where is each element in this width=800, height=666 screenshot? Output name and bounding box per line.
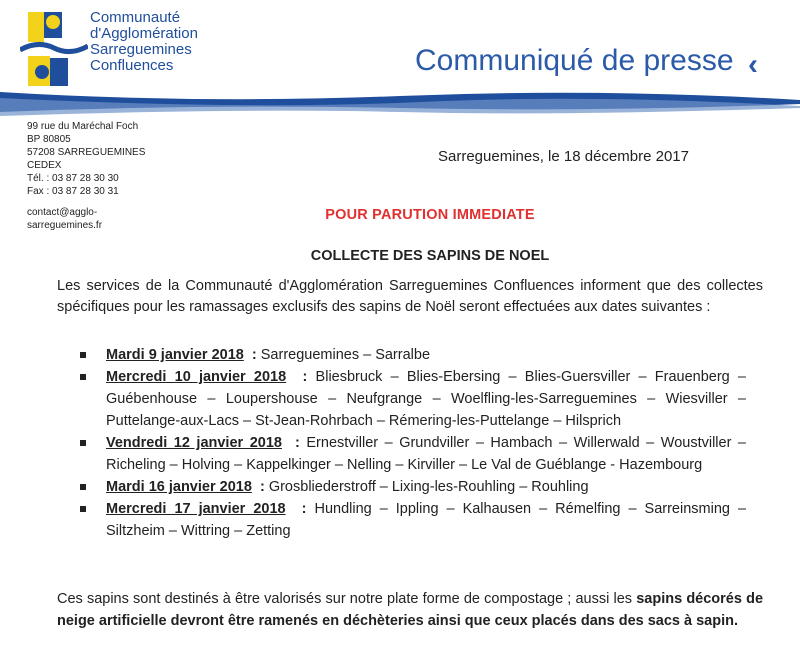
place-and-date: Sarreguemines, le 18 décembre 2017 bbox=[438, 148, 689, 165]
headline: COLLECTE DES SAPINS DE NOEL bbox=[310, 248, 550, 264]
publication-notice: POUR PARUTION IMMEDIATE bbox=[325, 207, 535, 223]
bullet-icon bbox=[80, 484, 86, 490]
list-item bbox=[80, 432, 746, 476]
intro-paragraph: Les services de la Communauté d'Agglomération Sarreguemines Confluences informent que des collectes spécifiques pour les ramassages exclusifs des sapins de Noël seront effectuées aux dates suivantes : bbox=[57, 278, 763, 315]
bullet-icon bbox=[80, 506, 86, 512]
bullet-icon bbox=[80, 374, 86, 380]
phone-line: Tél. : 03 87 28 30 30 bbox=[27, 173, 119, 184]
list-item bbox=[80, 498, 746, 542]
address-line: 57208 SARREGUEMINES bbox=[27, 147, 146, 158]
collection-places: Bliesbruck – Blies-Ebersing – Blies-Guersviller – Frauenberg – Guébenhouse – Loupershouse – Neufgrange – Woelfling-les-Sarreguemines – Wiesviller – Puttelange-aux-Lacs – St-Jean-Rohrbach – Rémering-les-Puttelange – Hilsprich bbox=[106, 369, 746, 429]
closing-text: Ces sapins sont destinés à être valorisés sur notre plate forme de compostage ; aussi les bbox=[57, 591, 633, 607]
separator: : bbox=[288, 435, 300, 451]
collection-places: Sarreguemines – Sarralbe bbox=[260, 347, 431, 363]
collection-date: Mardi 9 janvier 2018 bbox=[106, 347, 244, 363]
collection-date: Mercredi 17 janvier 2018 bbox=[106, 501, 286, 517]
closing-paragraph bbox=[57, 588, 763, 632]
press-release-title: Communiqué de presse bbox=[415, 44, 734, 77]
collection-date: Vendredi 12 janvier 2018 bbox=[106, 435, 282, 451]
agglomeration-logo bbox=[20, 10, 88, 90]
organization-name bbox=[90, 10, 198, 74]
fax-line: Fax : 03 87 28 30 31 bbox=[27, 186, 119, 197]
collection-places: Grosbliederstroff – Lixing-les-Rouhling – Rouhling bbox=[268, 479, 589, 495]
separator: : bbox=[255, 479, 265, 495]
postal-address bbox=[27, 120, 145, 198]
email-line: sarreguemines.fr bbox=[27, 220, 103, 231]
closing-bold-text: sapins décorés de neige artificielle devront être ramenés en déchèteries ainsi que ceux placés dans des sacs à sapin. bbox=[57, 591, 764, 629]
separator: : bbox=[294, 369, 308, 385]
org-line: Sarreguemines bbox=[90, 41, 192, 58]
org-line: Confluences bbox=[90, 57, 174, 74]
address-line: BP 80805 bbox=[27, 134, 71, 145]
list-item bbox=[80, 366, 746, 432]
collection-places: Hundling – Ippling – Kalhausen – Rémelfing – Sarreinsming – Siltzheim – Wittring – Zetting bbox=[106, 501, 747, 539]
org-line: Communauté bbox=[90, 9, 181, 26]
collection-places: Ernestviller – Grundviller – Hambach – Willerwald – Woustviller – Richeling – Holving – Kappelkinger – Nelling – Kirviller – Le Val de Guéblange - Hazembourg bbox=[106, 435, 746, 473]
list-item bbox=[80, 344, 746, 366]
address-line: CEDEX bbox=[27, 160, 62, 171]
org-line: d'Agglomération bbox=[90, 25, 198, 42]
bullet-icon bbox=[80, 440, 86, 446]
header-wave-band bbox=[0, 86, 800, 116]
collection-list bbox=[80, 344, 746, 542]
collection-date: Mardi 16 janvier 2018 bbox=[106, 479, 252, 495]
list-item bbox=[80, 476, 746, 498]
separator: : bbox=[293, 501, 307, 517]
bullet-icon bbox=[80, 352, 86, 358]
collection-date: Mercredi 10 janvier 2018 bbox=[106, 369, 287, 385]
email-line: contact@agglo- bbox=[27, 207, 98, 218]
separator: : bbox=[247, 347, 257, 363]
chevron-left-icon: ‹ bbox=[748, 48, 758, 81]
address-line: 99 rue du Maréchal Foch bbox=[27, 121, 139, 132]
